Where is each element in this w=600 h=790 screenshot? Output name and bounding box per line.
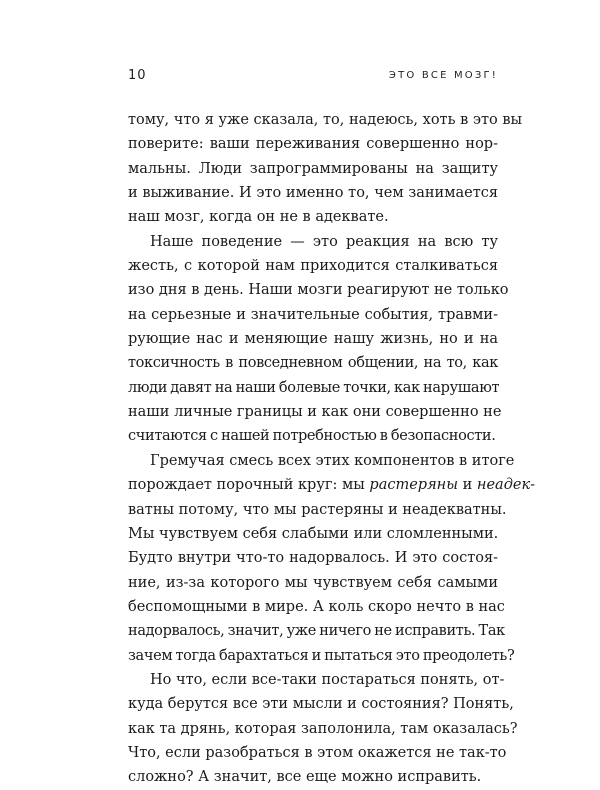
text-line: на серьезные и значительные события, травми- — [128, 306, 498, 323]
text-line: и выживание. И это именно то, чем занимается — [128, 185, 498, 202]
text-line: ние, из-за которого мы чувствуем себя самыми — [128, 574, 498, 591]
text-line: наш мозг, когда он не в адеквате. — [128, 209, 389, 226]
running-head: ЭТО ВСЕ МОЗГ! — [388, 70, 498, 81]
text-line: тому, что я уже сказала, то, надеюсь, хоть в это вы — [128, 112, 523, 128]
text-line: токсичность в повседневном общении, на то, как — [128, 355, 498, 372]
text-line: надорвалось, значит, уже ничего не исправить. Так — [128, 623, 505, 640]
text-line: сложно? А значит, все еще можно исправить. — [128, 769, 482, 786]
text-line: Но что, если все-таки постараться понять, от- — [150, 671, 505, 688]
text-line: Будто внутри что-то надорвалось. И это состоя- — [128, 550, 498, 567]
text-line: Наше поведение — это реакция на всю ту — [150, 233, 498, 250]
text-line: Гремучая смесь всех этих компонентов в итоге — [150, 452, 515, 469]
text-line: как та дрянь, которая заполонила, там оказалась? — [128, 720, 518, 737]
text-run: порождает порочный круг: мы — [128, 477, 365, 494]
text-line: рующие нас и меняющие нашу жизнь, но и на — [128, 331, 498, 348]
text-line: жесть, с которой нам приходится сталкиваться — [128, 258, 498, 275]
text-line: считаются с нашей потребностью в безопасности. — [128, 428, 496, 445]
text-line — [128, 473, 536, 497]
italic-term: неадек- — [476, 477, 536, 494]
text-line: люди давят на наши болевые точки, как нарушают — [128, 379, 500, 396]
text-line: поверите: ваши переживания совершенно нор- — [128, 136, 498, 153]
body-text — [128, 108, 536, 790]
page-number: 10 — [128, 68, 147, 83]
text-line: мальны. Люди запрограммированы на защиту — [128, 160, 498, 177]
text-line: беспомощными в мире. А коль скоро нечто в нас — [128, 598, 505, 615]
text-line: изо дня в день. Наши мозги реагируют не только — [128, 282, 509, 299]
italic-term: растеряны — [369, 477, 459, 494]
text-line: ватны потому, что мы растеряны и неадекватны. — [128, 501, 507, 518]
text-line: наши личные границы и как они совершенно не — [128, 404, 502, 421]
text-run: и — [462, 477, 473, 494]
text-line: Мы чувствуем себя слабыми или сломленными. — [128, 525, 499, 542]
text-line: зачем тогда барахтаться и пытаться это преодолеть? — [128, 647, 515, 664]
text-line: куда берутся все эти мысли и состояния? Понять, — [128, 696, 514, 713]
text-line: Что, если разобраться в этом окажется не так-то — [128, 744, 507, 761]
